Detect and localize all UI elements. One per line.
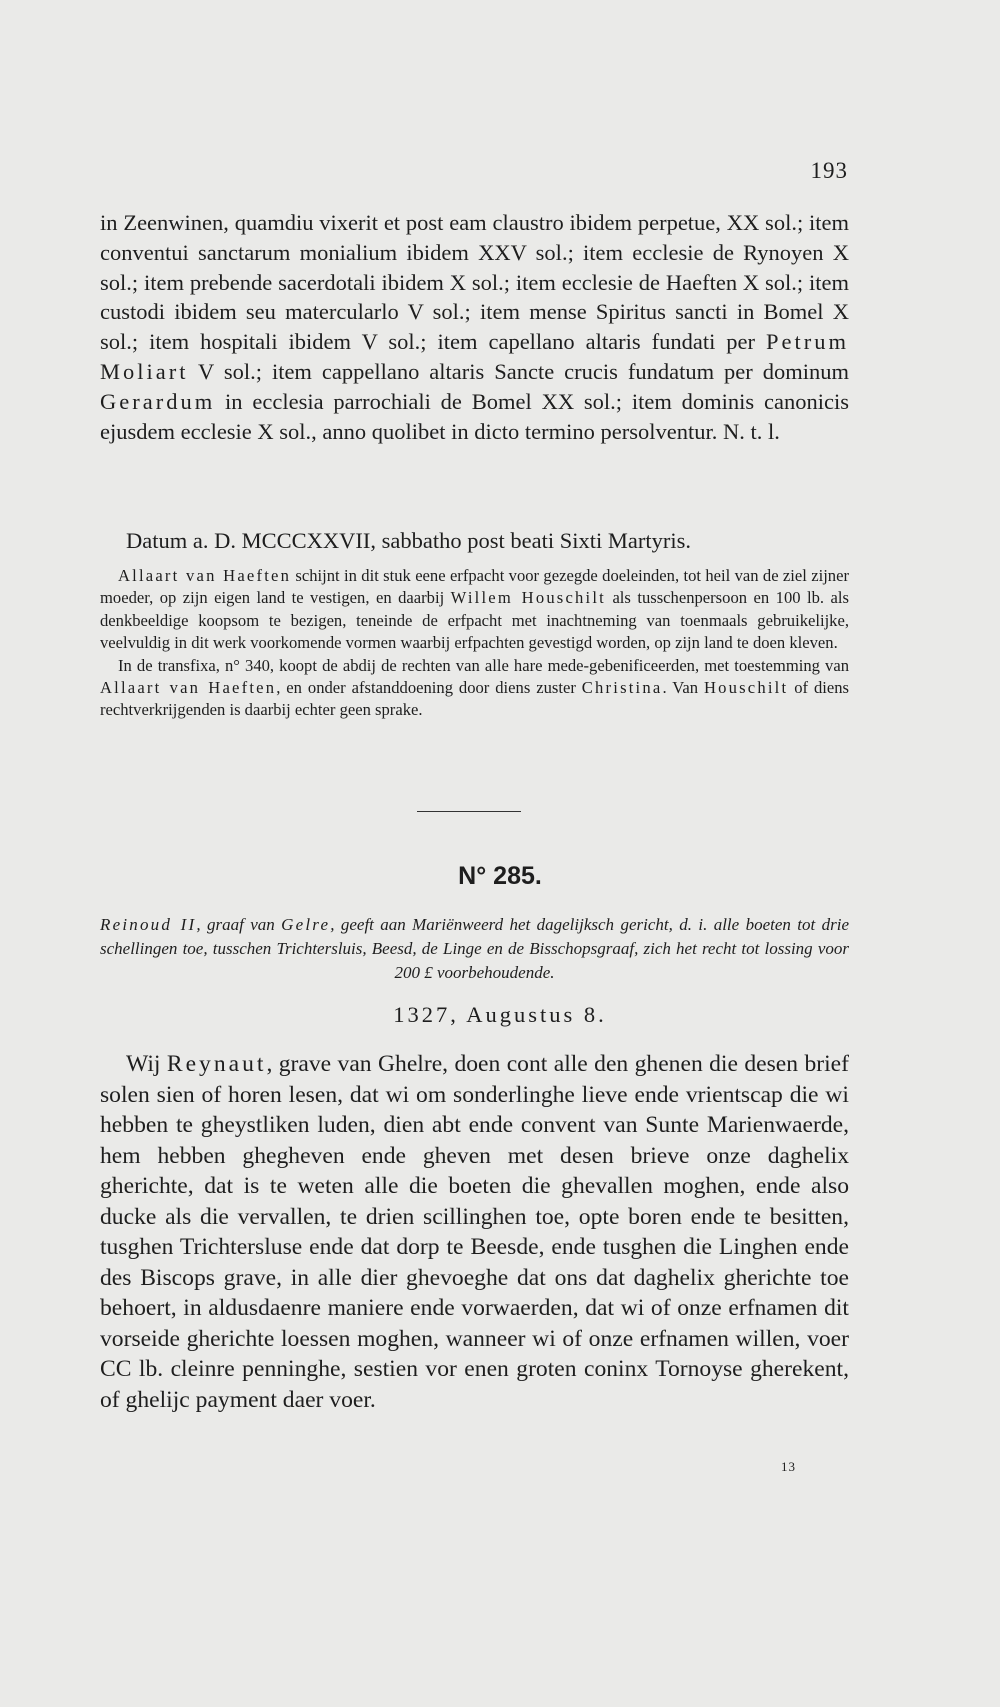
note-text: als tusschenpersoon en 100 lb. als denkbeeldige koopsom te bezigen, teneinde de erfpacht met inachtneming van toenmaals gebruikelijke, veelvuldig in dit werk voorkomende vormen waarbij erfpachten gevestigd worden, op zijn land te doen kleven. bbox=[100, 588, 849, 653]
name-gerardum: Gerardum bbox=[100, 388, 216, 414]
continuation-paragraph bbox=[100, 208, 849, 446]
continuation-text-c: V sol.; item cappellano altaris Sancte crucis fundatum per dominum bbox=[188, 358, 849, 384]
name-houschilt: Houschilt bbox=[703, 678, 789, 698]
document-number: N° 285. bbox=[458, 862, 542, 890]
summary-text: , graaf van bbox=[196, 915, 282, 934]
datum-line: Datum a. D. MCCCXXVII, sabbatho post beati Sixti Martyris. bbox=[126, 528, 691, 553]
note-text: . Van bbox=[662, 678, 704, 698]
summary-name-gelre: Gelre bbox=[281, 915, 331, 934]
note-text: of diens rechtverkrijgenden is daarbij echter geen sprake. bbox=[100, 678, 850, 720]
summary-text: , geeft aan Mariënweerd het dagelijksch gericht, d. i. alle boeten tot drie schellingen toe, tusschen Trichtersluis, Beesd, de Linge en de Bisschopsgraaf, zich het recht tot lossing voor 200 £ voorbehoudende. bbox=[100, 915, 849, 982]
charter-text-c: , grave van Ghelre, doen cont alle den ghenen die desen brief solen sien of horen lesen, dat wi om sonderlinghe lieve ende vrientscap die wi hebben te gheystliken luden, dien abt ende convent van Sunte Marienwaerde, hem hebben ghegheven ende gheven met desen brieve onze daghelix gherichte, dat is te weten alle die boeten die ghevallen moghen, ende also ducke als die vervallen, te drien scillinghen toe, opte boren ende te besitten, tusghen Trichtersluse ende dat dorp te Beesde, ende tusghen die Linghen ende des Biscops grave, in alle dier ghevoeghe dat ons dat daghelix gherichte toe behoert, in aldusdaenre maniere ende vorwaerden, dat wi of onze erfnamen dit vorseide gherichte loessen moghen, wanneer wi of onze erfnamen willen, voer CC lb. cleinre penninghe, sestien vor enen groten coninx Tornoyse gherekent, of ghelijc payment daer voer. bbox=[100, 1051, 849, 1413]
note-text: In de transfixa, n° 340, koopt de abdij de rechten van alle hare mede-gebenificeerden, met toestemming van bbox=[118, 655, 849, 675]
document-date: 1327, Augustus 8. bbox=[393, 1002, 607, 1027]
name-christina: Christina bbox=[581, 678, 663, 698]
name-allaart-van-haeften: Allaart van Haeften bbox=[100, 678, 277, 698]
note-paragraph-2 bbox=[100, 655, 849, 722]
charter-text-a: Wij bbox=[126, 1051, 167, 1077]
section-divider bbox=[417, 811, 521, 812]
editor-note bbox=[100, 565, 849, 722]
name-willem-houschilt: Willem Houschilt bbox=[450, 588, 606, 608]
signature-mark: 13 bbox=[781, 1459, 796, 1474]
page-number: 193 bbox=[810, 158, 848, 183]
charter-text bbox=[100, 1049, 849, 1415]
continuation-text bbox=[100, 208, 849, 446]
name-allaart-van-haeften: Allaart van Haeften bbox=[118, 566, 292, 585]
continuation-text-a: in Zeenwinen, quamdiu vixerit et post eam claustro ibidem perpetue, XX sol.; item conventui sanctarum monialium ibidem XXV sol.; item ecclesie de Rynoyen X sol.; item prebende sacerdotali ibidem X sol.; item ecclesie de Haeften X sol.; item custodi ibidem seu matercularlo V sol.; item mense Spiritus sancti in Bomel X sol.; item hospitali ibidem V sol.; item capellano altaris fundati per bbox=[100, 210, 849, 355]
name-reynaut: Reynaut bbox=[166, 1051, 267, 1077]
note-paragraph-1 bbox=[100, 565, 849, 655]
note-text: schijnt in dit stuk eene erfpacht voor gezegde doeleinden, tot heil van de ziel zijner moeder, op zijn eigen land te vestigen, en daarbij bbox=[100, 566, 849, 608]
charter-paragraph bbox=[100, 1049, 849, 1415]
summary-name-reinoud: Reinoud II bbox=[100, 915, 197, 934]
note-text: , en onder afstanddoening door diens zuster bbox=[276, 678, 582, 698]
continuation-text-e: in ecclesia parrochiali de Bomel XX sol.; item dominis canonicis ejusdem ecclesie X sol., anno quolibet in dicto termino persolventur. N. t. l. bbox=[100, 388, 849, 444]
document-summary bbox=[100, 913, 849, 984]
name-petrum-moliart: Petrum Moliart bbox=[100, 329, 849, 384]
